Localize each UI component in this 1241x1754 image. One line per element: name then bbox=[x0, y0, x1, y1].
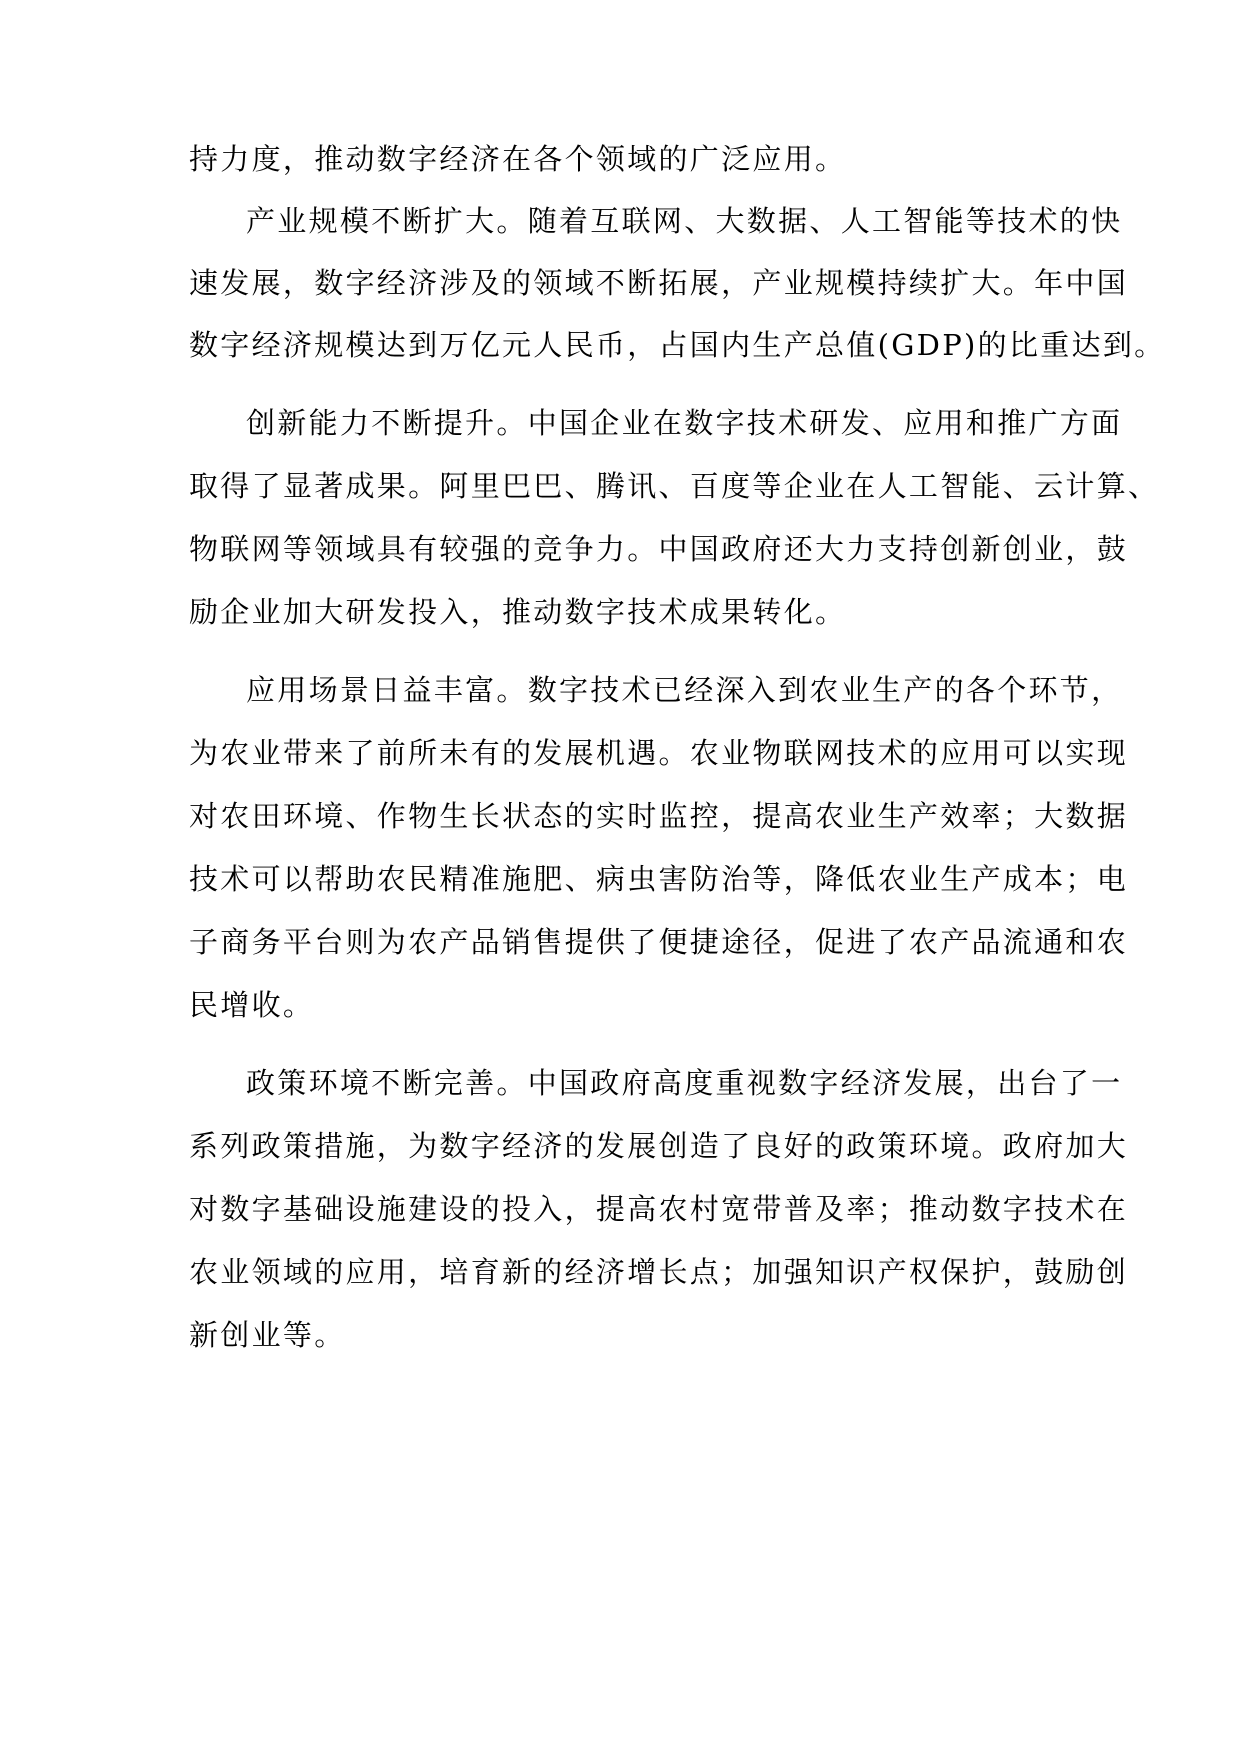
text-line: 励企业加大研发投入，推动数字技术成果转化。 bbox=[189, 595, 847, 629]
text-line: 速发展，数字经济涉及的领域不断拓展，产业规模持续扩大。年中国 bbox=[189, 266, 1129, 300]
text-line: 技术可以帮助农民精准施肥、病虫害防治等，降低农业生产成本；电 bbox=[189, 862, 1129, 896]
text-line: 数字经济规模达到万亿元人民币，占国内生产总值(GDP)的比重达到。 bbox=[189, 328, 1166, 362]
text-line: 取得了显著成果。阿里巴巴、腾讯、百度等企业在人工智能、云计算、 bbox=[189, 469, 1160, 503]
text-line: 创新能力不断提升。中国企业在数字技术研发、应用和推广方面 bbox=[246, 406, 1123, 440]
text-line: 子商务平台则为农产品销售提供了便捷途径，促进了农产品流通和农 bbox=[189, 925, 1129, 959]
text-line: 应用场景日益丰富。数字技术已经深入到农业生产的各个环节， bbox=[246, 673, 1123, 707]
text-line: 对农田环境、作物生长状态的实时监控，提高农业生产效率；大数据 bbox=[189, 799, 1129, 833]
text-line: 政策环境不断完善。中国政府高度重视数字经济发展，出台了一 bbox=[246, 1066, 1123, 1100]
text-line: 为农业带来了前所未有的发展机遇。农业物联网技术的应用可以实现 bbox=[189, 736, 1129, 770]
text-line: 对数字基础设施建设的投入，提高农村宽带普及率；推动数字技术在 bbox=[189, 1192, 1129, 1226]
text-line: 持力度，推动数字经济在各个领域的广泛应用。 bbox=[189, 142, 847, 176]
text-line: 新创业等。 bbox=[189, 1318, 346, 1352]
text-line: 农业领域的应用，培育新的经济增长点；加强知识产权保护，鼓励创 bbox=[189, 1255, 1129, 1289]
text-line: 民增收。 bbox=[189, 988, 315, 1022]
text-line: 系列政策措施，为数字经济的发展创造了良好的政策环境。政府加大 bbox=[189, 1129, 1129, 1163]
text-line: 物联网等领域具有较强的竞争力。中国政府还大力支持创新创业，鼓 bbox=[189, 532, 1129, 566]
text-line: 产业规模不断扩大。随着互联网、大数据、人工智能等技术的快 bbox=[246, 204, 1123, 238]
